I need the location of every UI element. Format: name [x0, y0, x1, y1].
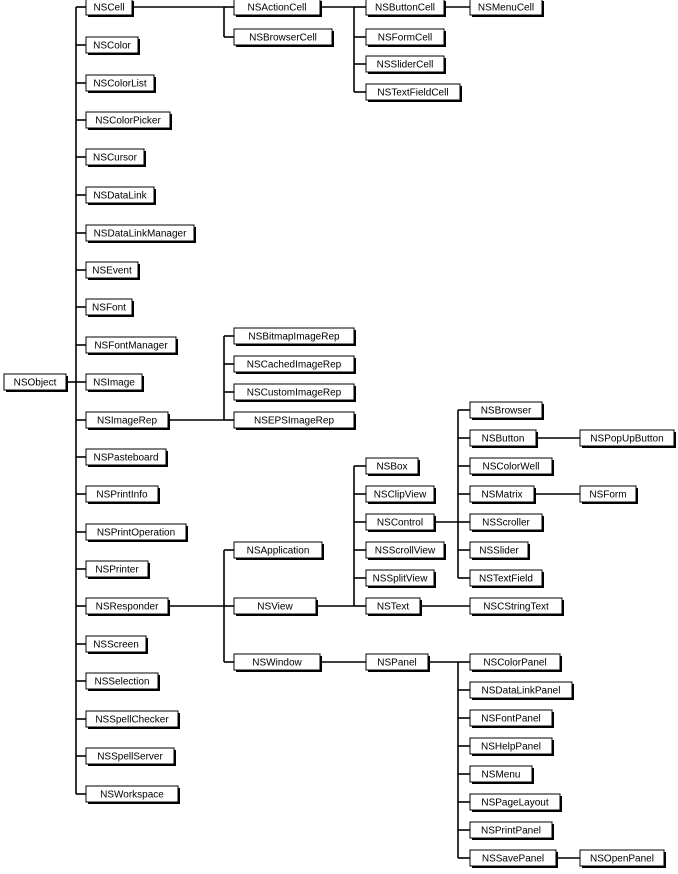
node-label: NSDataLink: [93, 190, 147, 202]
class-node-ns-image: [86, 374, 144, 392]
class-node-ns-cached-image-rep: [234, 356, 356, 374]
class-node-ns-data-link: [86, 187, 156, 205]
class-node-ns-scroller: [470, 514, 544, 532]
class-node-ns-box: [366, 458, 420, 476]
class-node-ns-workspace: [86, 786, 180, 804]
class-node-ns-action-cell: [234, 0, 322, 17]
class-node-ns-matrix: [470, 486, 536, 504]
node-label: NSCachedImageRep: [246, 359, 342, 371]
class-nodes: [4, 0, 676, 868]
class-node-ns-print-operation: [86, 524, 188, 542]
class-node-ns-window: [234, 654, 322, 672]
node-label: NSSpellServer: [97, 751, 163, 763]
class-node-ns-view: [234, 598, 318, 616]
class-node-ns-split-view: [366, 570, 436, 588]
node-label: NSPasteboard: [93, 452, 159, 464]
node-label: NSSliderCell: [376, 59, 434, 71]
node-label: NSTextField: [479, 573, 533, 585]
class-node-ns-clip-view: [366, 486, 436, 504]
class-node-ns-printer: [86, 561, 150, 579]
node-label: NSHelpPanel: [480, 741, 542, 753]
node-label: NSWindow: [252, 657, 302, 669]
class-node-nsc-string-text: [470, 598, 564, 616]
node-label: NSFont: [92, 302, 126, 314]
class-node-ns-print-panel: [470, 822, 554, 840]
node-label: NSCustomImageRep: [246, 387, 342, 399]
class-node-ns-text: [366, 598, 422, 616]
class-node-ns-menu-cell: [470, 0, 544, 17]
class-node-ns-font: [86, 299, 134, 317]
node-label: NSSelection: [94, 676, 150, 688]
node-label: NSBrowserCell: [249, 32, 317, 44]
class-node-ns-scroll-view: [366, 542, 446, 560]
node-label: NSPrintOperation: [96, 527, 176, 539]
class-node-ns-data-link-manager: [86, 225, 196, 243]
class-node-nseps-image-rep: [234, 412, 356, 430]
class-node-ns-font-panel: [470, 710, 554, 728]
node-label: NSMenuCell: [477, 2, 535, 14]
node-label: NSFontPanel: [481, 713, 541, 725]
node-label: NSPopUpButton: [590, 433, 664, 445]
node-label: NSView: [257, 601, 293, 613]
class-node-ns-browser-cell: [234, 29, 334, 47]
class-node-ns-color: [86, 37, 140, 55]
class-node-ns-font-manager: [86, 337, 178, 355]
node-label: NSSlider: [479, 545, 519, 557]
node-label: NSPanel: [377, 657, 417, 669]
class-node-ns-pasteboard: [86, 449, 168, 467]
class-node-ns-menu: [470, 766, 534, 784]
node-label: NSMenu: [481, 769, 521, 781]
class-node-ns-slider: [470, 542, 530, 560]
node-label: NSColorList: [93, 78, 147, 90]
node-label: NSButton: [481, 433, 525, 445]
node-label: NSObject: [13, 377, 57, 389]
class-node-ns-browser: [470, 402, 544, 420]
node-label: NSText: [376, 601, 410, 613]
node-label: NSScroller: [482, 517, 530, 529]
node-label: NSCell: [93, 2, 125, 14]
node-label: NSMatrix: [481, 489, 523, 501]
node-label: NSButtonCell: [374, 2, 436, 14]
node-label: NSImage: [93, 377, 135, 389]
node-label: NSDataLinkManager: [93, 228, 187, 240]
class-node-ns-panel: [366, 654, 430, 672]
node-label: NSBitmapImageRep: [248, 331, 340, 343]
class-node-ns-text-field: [470, 570, 544, 588]
class-node-ns-responder: [86, 598, 170, 616]
node-label: NSOpenPanel: [590, 853, 654, 865]
class-node-ns-cell: [86, 0, 134, 17]
class-node-ns-screen: [86, 636, 148, 654]
node-label: NSApplication: [246, 545, 310, 557]
node-label: NSBox: [376, 461, 408, 473]
class-node-ns-bitmap-image-rep: [234, 328, 356, 346]
class-node-ns-form-cell: [366, 29, 446, 47]
node-label: NSColorWell: [482, 461, 540, 473]
class-node-ns-color-well: [470, 458, 554, 476]
class-node-ns-help-panel: [470, 738, 554, 756]
class-node-ns-image-rep: [86, 412, 170, 430]
class-node-ns-print-info: [86, 486, 160, 504]
node-label: NSEvent: [92, 265, 132, 277]
class-node-ns-event: [86, 262, 140, 280]
node-label: NSDataLinkPanel: [481, 685, 561, 697]
class-node-ns-page-layout: [470, 794, 562, 812]
node-label: NSEPSImageRep: [253, 415, 335, 427]
node-label: NSActionCell: [247, 2, 307, 14]
node-label: NSCursor: [93, 152, 137, 164]
node-label: NSPageLayout: [481, 797, 549, 809]
class-node-ns-color-picker: [86, 112, 172, 130]
node-label: NSScrollView: [374, 545, 436, 557]
node-label: NSColorPicker: [95, 115, 161, 127]
class-node-ns-slider-cell: [366, 56, 446, 74]
node-label: NSPrintPanel: [480, 825, 542, 837]
node-label: NSWorkspace: [100, 789, 164, 801]
node-label: NSForm: [589, 489, 627, 501]
node-label: NSColor: [93, 40, 131, 52]
class-node-ns-button-cell: [366, 0, 446, 17]
node-label: NSResponder: [95, 601, 159, 613]
node-label: NSColorPanel: [483, 657, 547, 669]
node-label: NSFontManager: [94, 340, 168, 352]
class-node-ns-selection: [86, 673, 160, 691]
node-label: NSControl: [376, 517, 424, 529]
node-label: NSPrinter: [95, 564, 139, 576]
class-node-ns-object: [4, 374, 68, 392]
class-node-ns-pop-up-button: [580, 430, 676, 448]
class-node-ns-form: [580, 486, 638, 504]
node-label: NSScreen: [93, 639, 139, 651]
node-label: NSBrowser: [480, 405, 532, 417]
class-node-ns-spell-checker: [86, 711, 180, 729]
node-label: NSFormCell: [377, 32, 433, 44]
class-node-ns-save-panel: [470, 850, 558, 868]
node-label: NSImageRep: [96, 415, 158, 427]
class-node-ns-text-field-cell: [366, 84, 462, 102]
class-node-ns-spell-server: [86, 748, 176, 766]
class-node-ns-cursor: [86, 149, 146, 167]
node-label: NSPrintInfo: [96, 489, 148, 501]
class-node-ns-open-panel: [580, 850, 666, 868]
class-node-ns-control: [366, 514, 436, 532]
class-node-ns-custom-image-rep: [234, 384, 356, 402]
class-node-ns-button: [470, 430, 538, 448]
class-node-ns-application: [234, 542, 324, 560]
class-node-ns-color-list: [86, 75, 156, 93]
node-label: NSSplitView: [372, 573, 428, 585]
node-label: NSCStringText: [483, 601, 549, 613]
node-label: NSClipView: [373, 489, 427, 501]
node-label: NSSpellChecker: [95, 714, 169, 726]
node-label: NSSavePanel: [481, 853, 545, 865]
node-label: NSTextFieldCell: [377, 87, 449, 99]
class-node-ns-color-panel: [470, 654, 562, 672]
class-node-ns-data-link-panel: [470, 682, 574, 700]
